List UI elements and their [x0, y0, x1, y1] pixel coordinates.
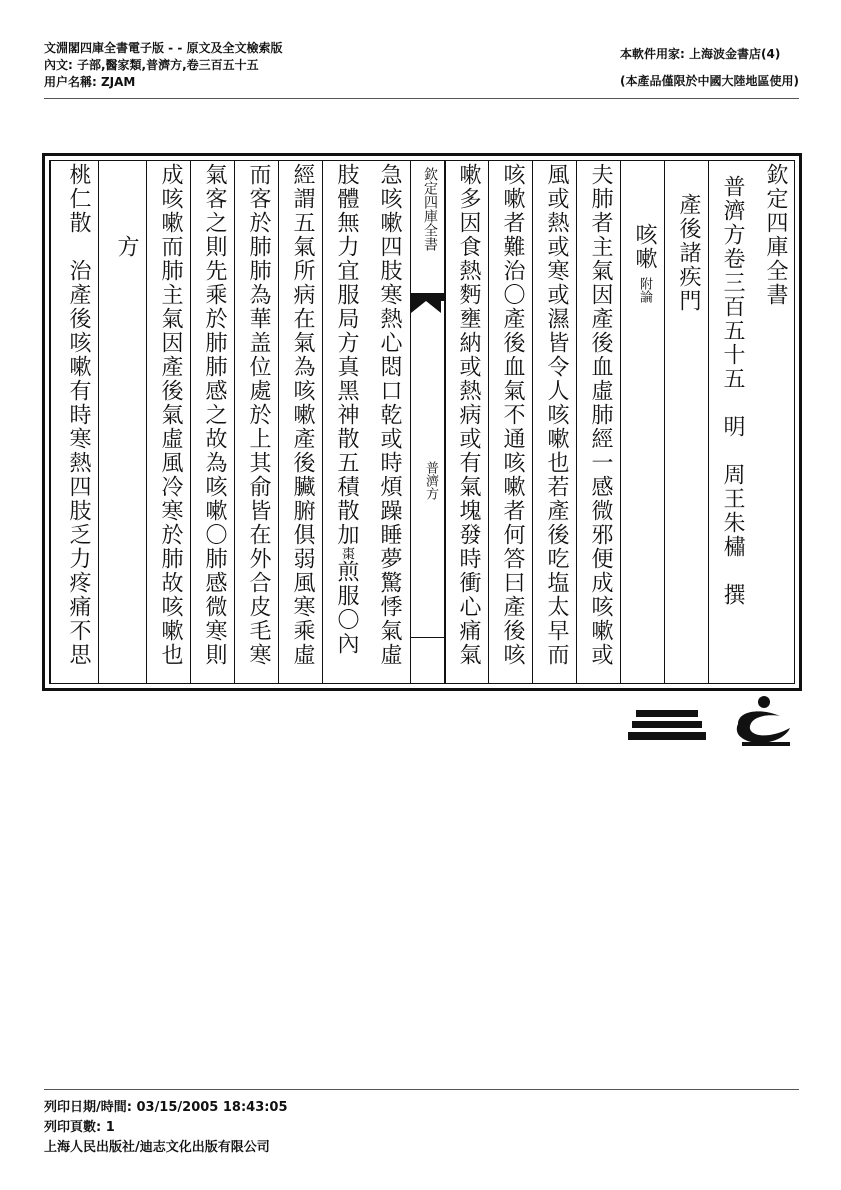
header-divider: [44, 98, 799, 99]
license-info: [620, 46, 799, 100]
print-date: 列印日期/時間: 03/15/2005 18:43:05: [44, 1100, 288, 1115]
text-line: 煎服〇內: [334, 560, 359, 656]
text-column: [532, 161, 577, 683]
footer-divider: [44, 1089, 799, 1090]
section-column: [664, 161, 709, 683]
text-line: 夫肺者主氣因產後血虛肺經一感微邪便成咳嗽或: [588, 163, 613, 667]
spine-divider: [411, 637, 445, 638]
spine-chapter: 普濟方: [423, 461, 438, 500]
book-page-frame: [42, 153, 802, 691]
text-column: [366, 161, 410, 683]
text-line: 經謂五氣所病在氣為咳嗽產後臟腑俱弱風寒乘虛: [290, 163, 315, 667]
book-page: [49, 160, 795, 684]
fish-tail-mark: [411, 293, 445, 315]
dizhi-seal-icon: [728, 694, 798, 750]
header-username: 用户名稱: ZJAM: [44, 75, 136, 89]
print-pages: 列印頁數: 1: [44, 1120, 115, 1135]
document-header: [44, 40, 283, 91]
text-column: [278, 161, 323, 683]
publisher-logo-icon: [628, 708, 708, 744]
title-column: [752, 161, 796, 683]
topic-heading: 咳嗽: [632, 223, 657, 271]
topic-note: 附論: [637, 277, 652, 303]
volume-column: [708, 161, 753, 683]
page-spine: [410, 161, 446, 683]
header-edition: 文淵閣四庫全書電子版 - - 原文及全文檢索版: [44, 41, 283, 55]
text-line: 急咳嗽四肢寒熱心悶口乾或時煩躁睡夢驚悸氣虛: [377, 163, 402, 667]
text-line: 咳嗽者難治〇產後血氣不通咳嗽者何答曰產後咳: [500, 163, 525, 667]
text-line: 嗽多因食熱麪壅納或熱病或有氣塊發時衝心痛氣: [456, 163, 481, 667]
text-line: 肢體無力宜服局方真黑神散五積散加: [334, 163, 359, 547]
topic-column: [620, 161, 665, 683]
publisher-line: 上海人民出版社/迪志文化出版有限公司: [44, 1140, 270, 1155]
text-column: [50, 161, 99, 683]
text-column: [322, 161, 367, 683]
text-line: 成咳嗽而肺主氣因產後氣虛風冷寒於肺故咳嗽也: [158, 163, 183, 667]
text-column: [98, 161, 147, 683]
text-line: 風或熱或寒或濕皆令人咳嗽也若產後吃塩太早而: [544, 163, 569, 667]
text-column: [488, 161, 533, 683]
text-column: [146, 161, 191, 683]
text-column: [444, 161, 489, 683]
section-label: 方: [114, 235, 139, 259]
volume-heading: 普濟方卷三百五十五 明 周王朱橚 撰: [720, 175, 745, 607]
license-holder: 本軟件用家: 上海波金書店(4): [620, 47, 781, 61]
spine-title: 欽定四庫全書: [422, 167, 438, 251]
text-line: 氣客之則先乘於肺肺感之故為咳嗽〇肺感微寒則: [202, 163, 227, 667]
text-line: 桃仁散 治產後咳嗽有時寒熱四肢乏力疼痛不思: [66, 163, 91, 667]
text-column: [190, 161, 235, 683]
license-restriction: (本產品僅限於中國大陸地區使用): [620, 74, 799, 88]
section-heading: 產後諸疾門: [676, 193, 701, 313]
text-line: 而客於肺肺為華盖位處於上其俞皆在外合皮毛寒: [246, 163, 271, 667]
header-content-path: 內文: 子部,醫家類,普濟方,卷三百五十五: [44, 58, 259, 72]
text-column: [576, 161, 621, 683]
print-footer: [44, 1098, 288, 1158]
book-title: 欽定四庫全書: [763, 163, 788, 307]
text-column: [234, 161, 279, 683]
text-annotation: 棗: [339, 547, 354, 560]
